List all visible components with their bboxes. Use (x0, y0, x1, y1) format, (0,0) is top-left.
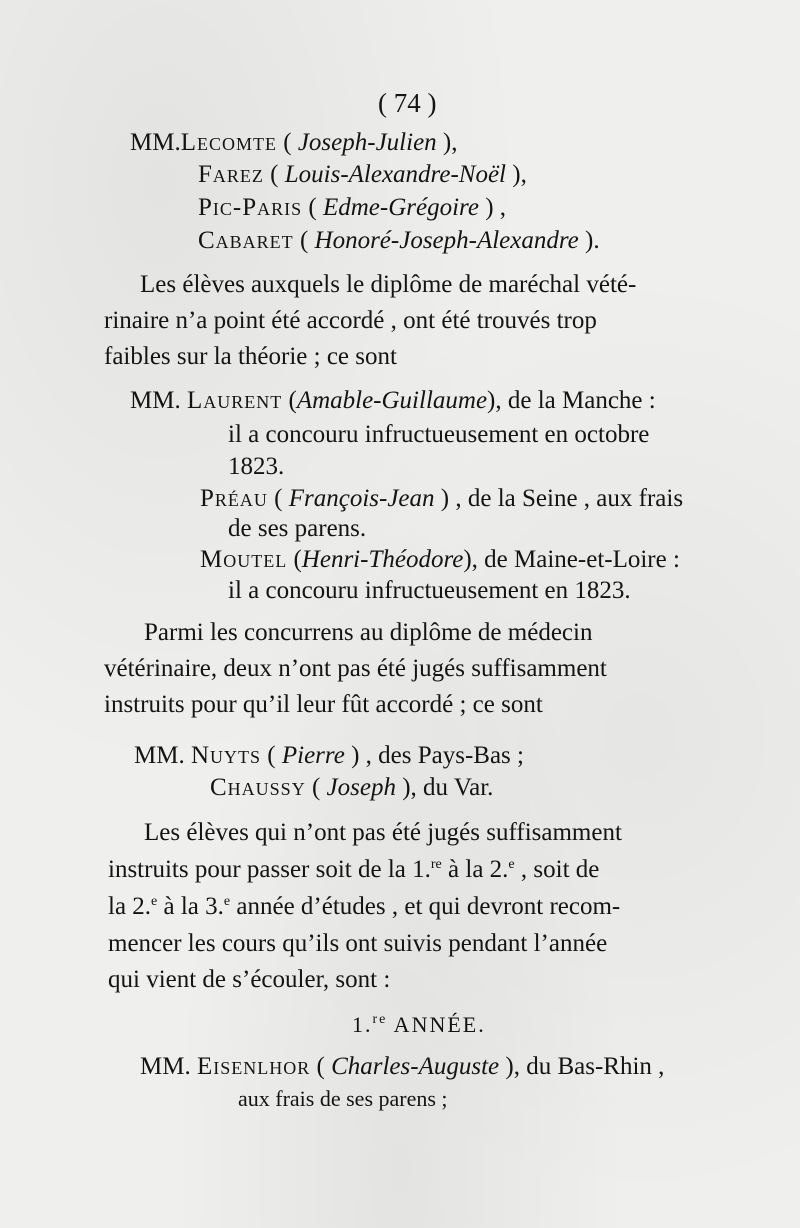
name-entry-nuyts (134, 741, 524, 771)
text-run: à la 2. (441, 856, 509, 883)
superscript: e (151, 894, 158, 909)
paragraph-line: qui vient de s’écouler, sont : (108, 966, 391, 993)
given-names: Joseph-Julien (297, 129, 437, 156)
name-entry-cabaret (198, 226, 600, 256)
text-run: année d’études , et qui devront recom- (230, 893, 621, 920)
honorific: MM. (130, 129, 181, 156)
text-run: à la 3. (157, 893, 224, 920)
surname: Laurent (186, 387, 283, 414)
punct: ) , de la Seine , aux frais (434, 485, 684, 512)
text-run: la 2. (108, 893, 152, 920)
surname: Préau (200, 485, 268, 512)
name-entry-eisenlhor (140, 1052, 664, 1082)
entry-note: de ses parens. (228, 515, 367, 542)
surname: Farez (198, 161, 264, 188)
honorific: MM. (130, 387, 181, 414)
punct: ), du Bas-Rhin , (499, 1053, 665, 1080)
paragraph-line (108, 892, 620, 922)
text-run: 1. (352, 1012, 373, 1037)
punct: ( (293, 227, 315, 254)
punct: ( (261, 742, 282, 769)
surname: Eisenlhor (196, 1053, 311, 1080)
paragraph-line: instruits pour qu’il leur fût accordé ; ce sont (104, 691, 543, 718)
honorific: MM. (134, 742, 185, 769)
name-entry-moutel (200, 545, 680, 575)
superscript: e (223, 894, 231, 909)
punct: ), (506, 161, 527, 188)
given-names: François-Jean (288, 485, 435, 512)
given-names: Henri-Théodore (301, 546, 464, 573)
paragraph-line: Les élèves auxquels le diplôme de maréchal vété- (140, 271, 637, 298)
given-names: Louis-Alexandre-Noël (284, 161, 506, 188)
surname: Lecomte (180, 129, 277, 156)
text-run: instruits pour passer soit de la 1. (108, 856, 431, 883)
given-names: Pierre (281, 742, 345, 769)
name-entry-pic-paris (198, 193, 506, 223)
superscript: e (508, 857, 515, 872)
surname: Chaussy (210, 774, 306, 801)
surname: Cabaret (198, 227, 294, 254)
text-run: , soit de (514, 856, 600, 883)
section-heading (352, 1010, 486, 1040)
punct: ), de la Manche : (487, 387, 656, 414)
punct: ( (277, 129, 298, 156)
punct: ). (578, 227, 600, 254)
text-run: ANNÉE. (387, 1012, 486, 1037)
superscript: re (372, 1012, 388, 1027)
punct: ) , (478, 194, 507, 221)
given-names: Charles-Auguste (331, 1053, 500, 1080)
punct: ( (282, 387, 297, 414)
punct: ), de Maine-et-Loire : (463, 546, 680, 573)
name-entry-chaussy (210, 773, 493, 803)
entry-note: il a concouru infructueusement en 1823. (228, 577, 631, 604)
punct: ( (263, 161, 285, 188)
entry-note: aux frais de ses parens ; (238, 1086, 448, 1111)
punct: ( (287, 546, 302, 573)
given-names: Honoré-Joseph-Alexandre (314, 227, 579, 254)
punct: ( (267, 485, 289, 512)
surname: Pic-Paris (198, 194, 303, 221)
given-names: Amable-Guillaume (296, 387, 488, 414)
punct: ( (305, 774, 327, 801)
paragraph-line: rinaire n’a point été accordé , ont été trouvés trop (104, 307, 597, 334)
name-entry-preau (200, 484, 683, 514)
punct: ), (436, 129, 458, 156)
name-entry-laurent (130, 386, 656, 416)
entry-note: 1823. (228, 453, 285, 480)
superscript: re (430, 857, 442, 872)
name-entry-lecomte (130, 128, 458, 158)
punct: ), du Var. (395, 774, 494, 801)
punct: ( (302, 194, 323, 221)
page-number: ( 74 ) (378, 88, 437, 118)
surname: Moutel (200, 546, 288, 573)
surname: Nuyts (190, 742, 262, 769)
paragraph-line: Parmi les concurrens au diplôme de médecin (144, 619, 593, 646)
name-entry-farez (198, 160, 527, 190)
punct: ( (310, 1053, 332, 1080)
paragraph-line: faibles sur la théorie ; ce sont (104, 343, 397, 370)
honorific: MM. (140, 1053, 191, 1080)
paragraph-line: vétérinaire, deux n’ont pas été jugés suffisamment (104, 655, 607, 682)
paragraph-line: Les élèves qui n’ont pas été jugés suffisamment (144, 819, 622, 846)
entry-note: il a concouru infructueusement en octobre (228, 421, 650, 448)
paragraph-line (108, 855, 599, 885)
punct: ) , des Pays-Bas ; (344, 742, 524, 769)
given-names: Edme-Grégoire (322, 194, 479, 221)
given-names: Joseph (326, 774, 396, 801)
paragraph-line: mencer les cours qu’ils ont suivis pendant l’année (108, 930, 608, 957)
